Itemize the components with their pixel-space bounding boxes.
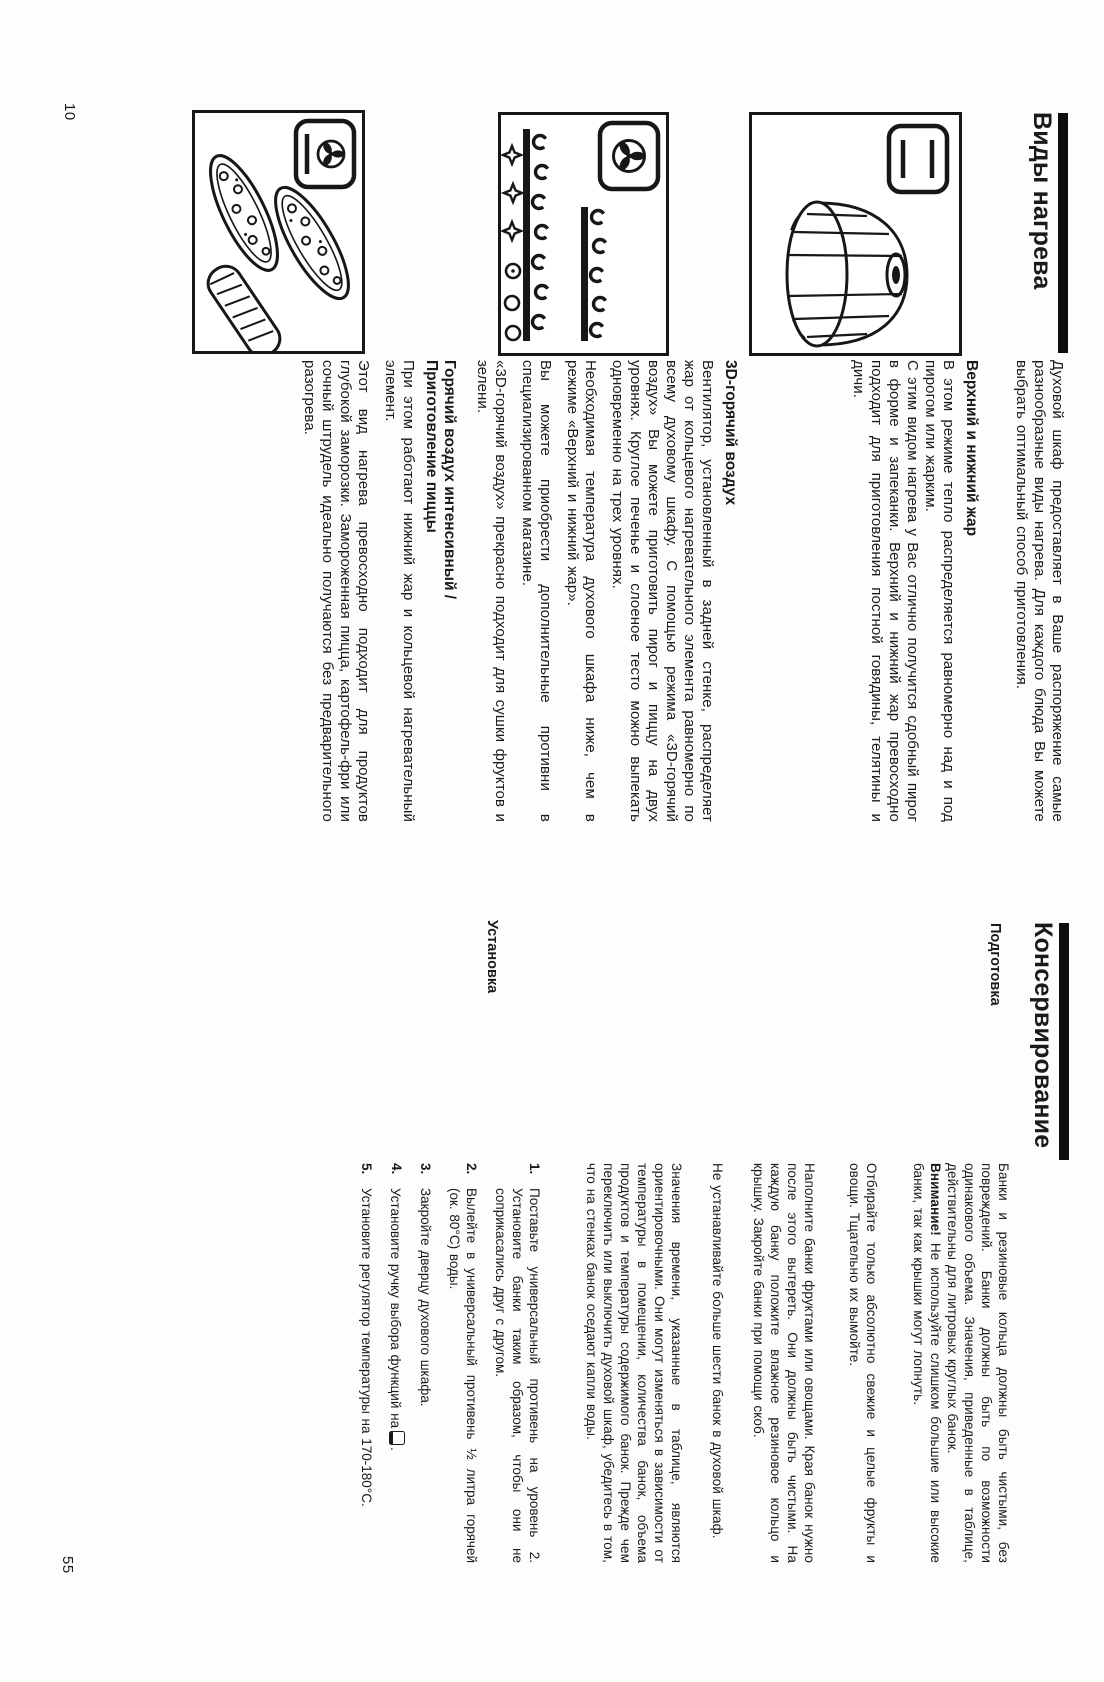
bundt-cake [787,202,907,346]
paragraph: «3D-горячий воздух» прекрасно подходит для сушки фруктов и зелени. [474,360,509,822]
hot-air-fan-icon [600,123,658,189]
warning-paragraph [910,1163,944,1563]
step-text-pre: Установите ручку выбора функций на [388,1188,403,1429]
step-text: Установите регулятор температуры на 170-180°C. [359,1188,374,1507]
paragraph: С этим видом нагрева у Вас отлично получится сдобный пирог в форме и запеканки. Верхний и нижний жар превосходно подходит для приготовления постной говядины, телятины и дичи. [850,360,921,822]
list-item [446,1163,480,1563]
figure-3d-hot-air [498,112,669,356]
main-text-column-p55 [346,1163,1012,1563]
page-number-55: 55 [59,1556,76,1574]
section-heading-pizza-mode [422,360,458,822]
pizza-strudel-illustration [195,113,362,351]
list-item [417,1163,434,1563]
warning-lead: Внимание! [928,1163,943,1236]
step-text-post: . [388,1447,403,1451]
top-bottom-heat-icon [889,126,947,192]
page-title-p10: Виды нагрева [1028,112,1056,290]
step-text [387,1188,405,1563]
step-text: Поставьте универсальный противень на уровень 2. Установите банки таким образом, чтобы они не соприкасались друг с другом. [493,1188,542,1563]
step-number: 4. [389,1163,404,1175]
strudel [202,260,286,351]
page-number-10: 10 [61,103,78,121]
figure-pizza-mode [192,110,365,354]
bundt-cake-illustration [752,115,959,353]
step-text: Вылейте в универсальный противень ½ литра горячей (ок. 80°C) воды. [447,1188,479,1563]
paragraph: Банки и резиновые кольца должны быть чистыми, без повреждений. Банки должны быть по возможности одинакового объема. Значения, приведенные в таблице, действительны для литровых круглых банок. [945,1163,1011,1563]
margin-label-installation: Установка [484,920,500,994]
paragraph: Значения времени, указанные в таблице, являются ориентировочными. Они могут изменяться в зависимости от температуры в помещении, количества банок, объема продуктов и температуры содержимого банок. Прежде чем переключить или выключить духовой шкаф, убедитесь в том, что на стенках банок оседают капли воды. [584,1163,684,1564]
step-number: 3. [418,1163,433,1175]
section-heading-3d-hot-air: 3D-горячий воздух [722,360,739,506]
cookies [503,136,607,341]
section-heading-top-bottom-heat: Верхний и нижний жар [963,360,980,537]
paragraph: Не устанавливайте больше шести банок в духовой шкаф. [710,1163,725,1539]
title-rule-p10 [1058,113,1068,353]
list-item [492,1163,543,1563]
heading-line-2: Приготовление пиццы [423,360,440,533]
paragraph: При этом работают нижний жар и кольцевой нагревательный элемент. [382,360,417,822]
paragraph: Вентилятор, установленный в задней стенке, распределяет жар от кольцевого нагревательного элемента равномерно по всему духовому шкафу. С помощью режима «3D-горячий воздух» Вы можете приготовить пирог и пиццу на двух уровнях. Круглое печенье и слоеное тесто можно выпекать одновременно на трех уровнях. [609,360,716,822]
intro-paragraph: Духовой шкаф предоставляет в Ваше распоряжение самые разнообразные виды нагрева. Для каждого блюда Вы можете выбрать оптимальный способ приготовления. [1013,360,1066,822]
list-item [387,1163,405,1563]
figure-top-bottom-heat [749,112,962,356]
title-rule-p55 [1059,923,1069,1160]
paragraph: Отбирайте только абсолютно свежие и целые фрукты и овощи. Тщательно их вымойте. [847,1163,879,1563]
main-text-column-p10 [300,360,1066,822]
cookies-on-trays-illustration [501,115,666,353]
fan-plus-bottom-heat-icon [296,121,354,187]
bottom-heat-square-icon [389,1431,405,1445]
step-text: Закройте дверцу духового шкафа. [418,1188,433,1407]
paragraph: Наполните банки фруктами или овощами. Края банок нужно после этого вытереть. Они должны быть чистыми. На каждую банку положите влажное резиновое кольцо и крышку. Закройте банки при помощи скоб. [751,1163,817,1563]
page-title-p55: Консервирование [1029,922,1057,1149]
list-item [358,1163,375,1563]
margin-label-preparation: Подготовка [987,923,1003,1006]
step-number: 1. [527,1163,542,1175]
step-number: 5. [359,1163,374,1175]
paragraph: Вы можете приобрести дополнительные противни в специализированном магазине. [519,360,554,822]
warning-rest: Не используйте слишком большие или высокие банки, так как крышки могут лопнуть. [911,1163,943,1563]
heading-line-1: Горячий воздух интенсивный / [441,360,458,600]
paragraph: Этот вид нагрева превосходно подходит для продуктов глубокой заморозки. Замороженная пицца, картофель-фри или сочный штрудель идеально получаются без предварительного разогрева. [301,360,372,822]
paragraph: В этом режиме тепло распределяется равномерно над и под пирогом или жарким. [922,360,957,822]
step-number: 2. [464,1163,479,1175]
paragraph: Необходимая температура духового шкафа ниже, чем в режиме «Верхний и нижний жар». [564,360,599,822]
baking-trays [523,129,588,341]
numbered-steps-list [358,1163,543,1563]
